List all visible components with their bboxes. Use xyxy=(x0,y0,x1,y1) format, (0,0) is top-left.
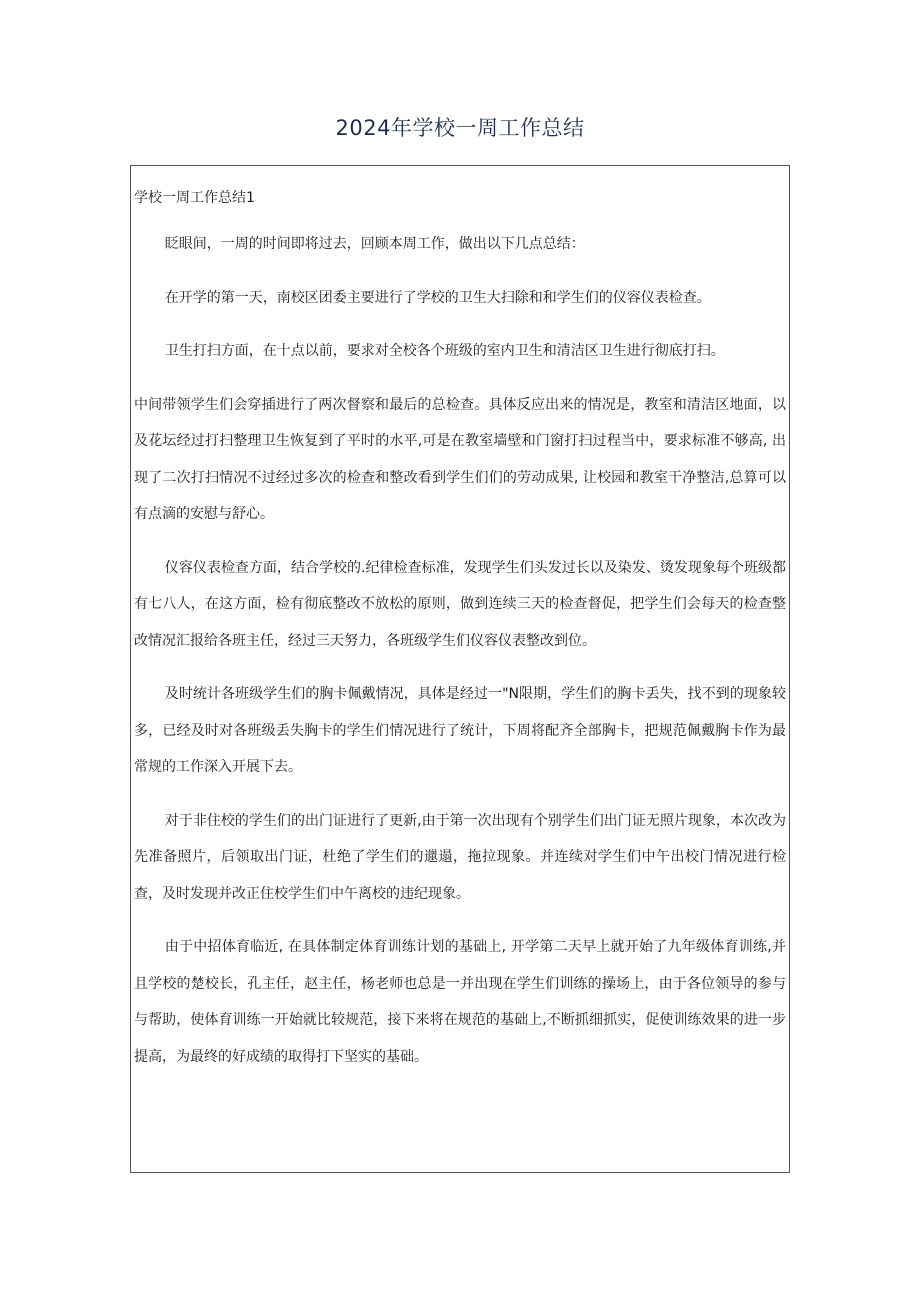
content-box xyxy=(130,165,790,1173)
paragraph: 及时统计各班级学生们的胸卡佩戴情况，具体是经过一"N限期，学生们的胸卡丢失，找不到的现象较多，已经及时对各班级丢失胸卡的学生们情况进行了统计，下周将配齐全部胸卡，把规范佩戴胸卡作为最常规的工作深入开展下去。 xyxy=(134,686,786,775)
section-heading: 学校一周工作总结1 xyxy=(134,190,255,206)
paragraph: 仪容仪表检查方面，结合学校的.纪律检查标准，发现学生们头发过长以及染发、烫发现象每个班级都有七八人，在这方面，检有彻底整改不放松的原则，做到连续三天的检查督促，把学生们会每天的检查整改情况汇报给各班主任，经过三天努力，各班级学生们仪容仪表整改到位。 xyxy=(134,559,786,649)
document-title: 2024年学校一周工作总结 xyxy=(335,116,585,140)
paragraph: 卫生打扫方面，在十点以前，要求对全校各个班级的室内卫生和清洁区卫生进行彻底打扫。 xyxy=(164,343,725,359)
paragraph: 由于中招体育临近, 在具体制定体育训练计划的基础上, 开学第二天早上就开始了九年级体育训练,并且学校的楚校长，孔主任，赵主任，杨老师也总是一并出现在学生们训练的操场上，由于各位领导的参与与帮助，使体育训练一开始就比较规范，接下来将在规范的基础上,不断抓细抓实，促使训练效果的进一步提高，为最终的好成绩的取得打下坚实的基础。 xyxy=(134,939,786,1065)
paragraph: 中间带领学生们会穿插进行了两次督察和最后的总检查。具体反应出来的情况是，教室和清洁区地面，以及花坛经过打扫整理卫生恢复到了平时的水平,可是在教室墙壁和门窗打扫过程当中，要求标准不够高, 出现了二次打扫情况不过经过多次的检查和整改看到学生们们的劳动成果, 让校园和教室干净整洁,总算可以有点滴的安慰与舒心。 xyxy=(134,396,786,522)
document-body xyxy=(134,226,786,1092)
paragraph: 眨眼间，一周的时间即将过去，回顾本周工作，做出以下几点总结： xyxy=(164,236,585,252)
paragraph: 对于非住校的学生们的出门证进行了更新,由于第一次出现有个别学生们出门证无照片现象，本次改为先准备照片，后领取出门证，杜绝了学生们的邋遢，拖拉现象。并连续对学生们中午出校门情况进行检查，及时发现并改正住校学生们中午离校的违纪现象。 xyxy=(134,812,786,902)
paragraph: 在开学的第一天，南校区团委主要进行了学校的卫生大扫除和和学生们的仪容仪表检查。 xyxy=(164,289,711,306)
